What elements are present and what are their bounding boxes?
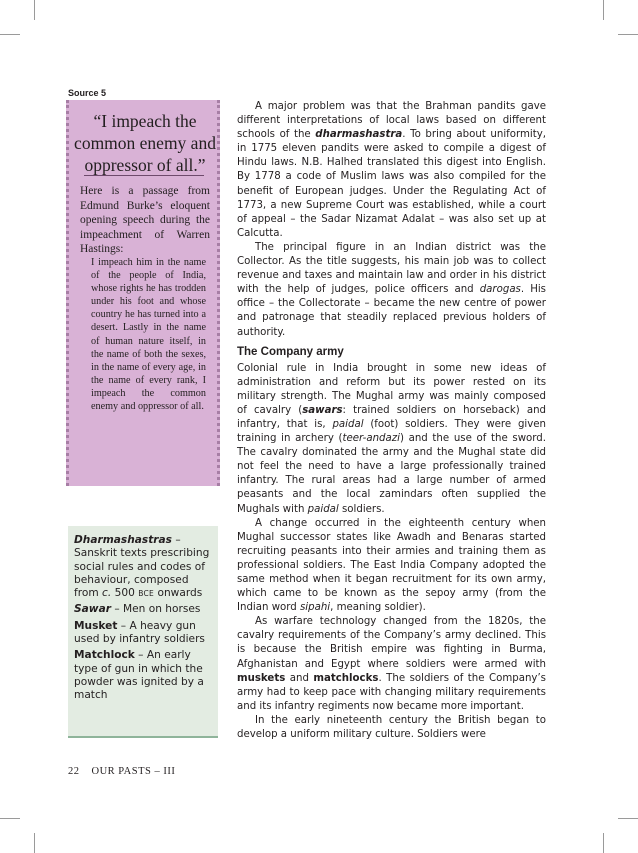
- crop-mark: [34, 833, 35, 853]
- paragraph: Colonial rule in India brought in some new ideas of administration and reform but its power rested on its military strength. The Mughal army was mainly composed of cavalry (sawars: trained soldiers on horseback) and infantry, that is, paidal (foot) soldiers. They were given training in archery (teer-andazi) and the use of the sword. The cavalry dominated the army and the Mughal state did not feel the need to have a large professionally trained infantry. The rural areas had a large number of armed peasants and the local zamindars often supplied the Mughals with paidal soldiers.: [237, 362, 547, 515]
- crop-mark: [603, 833, 604, 853]
- glossary-term: Dharmashastras: [74, 534, 172, 546]
- glossary-item: Matchlock – An early type of gun in which the powder was ignited by a match: [74, 649, 204, 702]
- book-title: OUR PASTS – III: [91, 766, 176, 777]
- paragraph: The principal figure in an Indian district was the Collector. As the title suggests, his main job was to collect revenue and taxes and maintain law and order in his district with the help of judges, police officers and darogas. His office – the Collectorate – became the new centre of power and patronage that steadily replaced previous holders of authority.: [237, 241, 546, 338]
- crop-mark: [0, 34, 20, 35]
- crop-mark: [0, 818, 20, 819]
- glossary-term: Sawar: [74, 603, 111, 616]
- paragraph: A major problem was that the Brahman pandits gave different interpretations of local laws based on different schools of the dharmashastra. To bring about uniformity, in 1775 eleven pandits were asked to compile a digest of Hindu laws. N.B. Halhed translated this digest into English. By 1778 a code of Muslim laws was also compiled for the benefit of European judges. Under the Regulating Act of 1773, a new Supreme Court was established, while a court of appeal – the Sadar Nizamat Adalat – was also set up at Calcutta.: [237, 101, 546, 239]
- glossary-term: Musket: [74, 619, 118, 632]
- page-number: 22: [68, 766, 80, 777]
- quote-intro: Here is a passage from Edmund Burke’s eloquent opening speech during the impeachment of Warren Hastings:: [80, 185, 210, 256]
- crop-mark: [603, 0, 604, 20]
- glossary-item: Dharmashastras – Sanskrit texts prescribing social rules and codes of behaviour, composed from c. 500 BCE onwards: [74, 534, 210, 600]
- quote-divider: [84, 175, 204, 176]
- crop-mark: [34, 0, 35, 20]
- paragraph: In the early nineteenth century the British began to develop a uniform military culture. Soldiers were: [237, 714, 546, 741]
- glossary-item: Sawar – Men on horses: [74, 603, 201, 616]
- page-footer: [68, 766, 175, 777]
- paragraph: A change occurred in the eighteenth century when Mughal successor states like Awadh and Benaras started recruiting peasants into their armies and training them as professional soldiers. The East India Company adopted the same method when it began recruitment for its own army, which came to be known as the sepoy army (from the Indian word sipahi, meaning soldier).: [237, 517, 546, 614]
- glossary: [74, 534, 216, 706]
- quote-body: I impeach him in the name of the people of India, whose rights he has trodden under his foot and whose country he has turned into a desert. Lastly in the name of human nature itself, in the name of both the sexes, in the name of every age, in the name of every rank, I impeach the common enemy and oppressor of all.: [91, 257, 206, 413]
- glossary-item: Musket – A heavy gun used by infantry soldiers: [74, 619, 205, 646]
- paragraph: As warfare technology changed from the 1820s, the cavalry requirements of the Company’s army declined. This is because the British empire was fighting in Burma, Afghanistan and Egypt where soldiers were armed with muskets and matchlocks. The soldiers of the Company’s army had to keep pace with changing military requirements and its infantry regiments now became more important.: [237, 616, 546, 712]
- crop-mark: [618, 818, 638, 819]
- crop-mark: [618, 34, 638, 35]
- source-label: Source 5: [68, 88, 107, 98]
- main-text: [237, 100, 546, 742]
- quote-title: “I impeach the common enemy and oppressor of all.”: [74, 111, 216, 175]
- section-heading: The Company army: [237, 345, 344, 358]
- glossary-term: Matchlock: [74, 649, 135, 662]
